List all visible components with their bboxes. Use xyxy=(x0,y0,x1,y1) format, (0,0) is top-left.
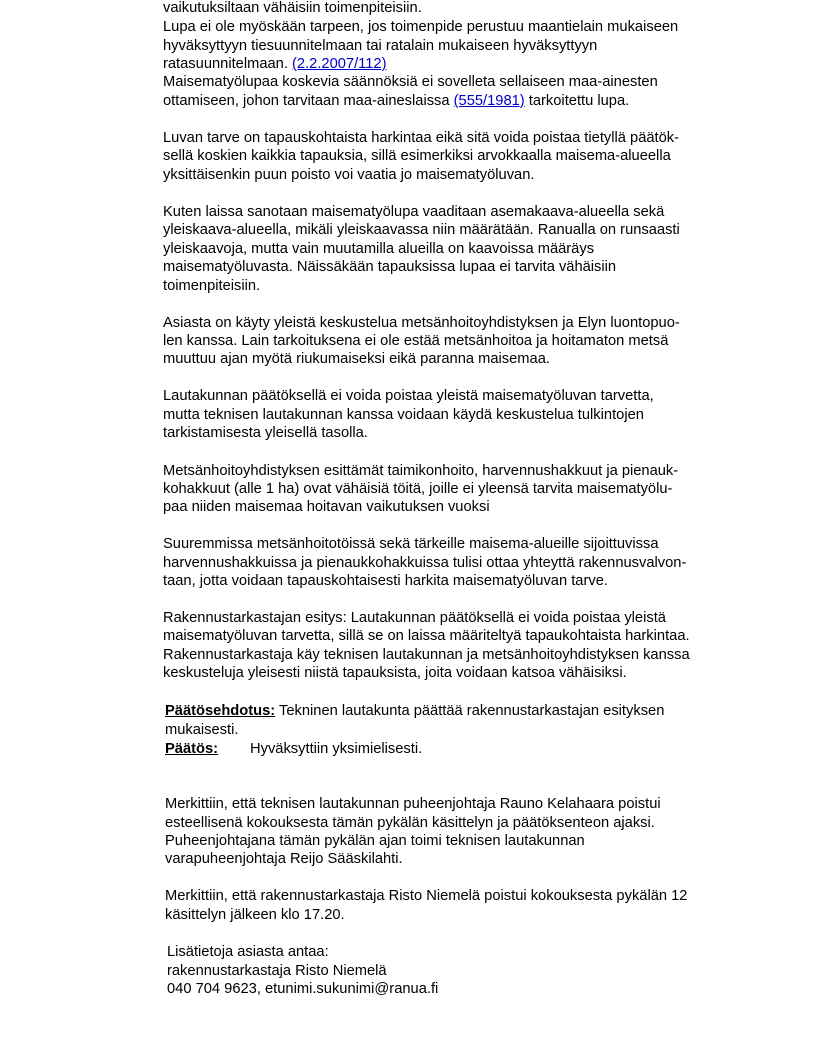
decision-label xyxy=(165,740,218,758)
decision-proposal-text: Tekninen lautakunta päättää rakennustarkastajan esityksen xyxy=(275,703,665,719)
p6-line: Suuremmissa metsänhoitotöissä sekä tärkeille maisema-alueille sijoittuvissa xyxy=(163,536,659,552)
p9-line: käsittelyn jälkeen klo 17.20. xyxy=(165,907,345,923)
p7-line: Rakennustarkastaja käy teknisen lautakunnan ja metsänhoitoyhdistyksen kanssa xyxy=(163,647,690,663)
decision-proposal xyxy=(165,702,664,720)
intro-line-3: hyväksyttyyn tiesuunnitelmaan tai ratalain mukaiseen hyväksyttyyn xyxy=(163,38,598,54)
p6-line: harvennushakkuissa ja pienaukkohakkuissa tulisi ottaa yhteyttä rakennusvalvon- xyxy=(163,555,687,571)
p1-line: Luvan tarve on tapauskohtaista harkintaa eikä sitä voida poistaa tietyllä päätök- xyxy=(163,130,680,146)
contact-line: rakennustarkastaja Risto Niemelä xyxy=(167,963,387,979)
p9-line: Merkittiin, että rakennustarkastaja Risto Niemelä poistui kokouksesta pykälän 12 xyxy=(165,888,688,904)
p5-line: paa niiden maisemaa hoitavan vaikutuksen vuoksi xyxy=(163,499,490,515)
p4-line: tarkistamisesta yleisellä tasolla. xyxy=(163,425,368,441)
p7-line: maisematyöluvan tarvetta, sillä se on laissa määriteltyä tapaukohtaista harkintaa. xyxy=(163,628,690,644)
p1-line: sellä koskien kaikkia tapauksia, sillä esimerkiksi arvokkaalla maisema-alueella xyxy=(163,148,671,164)
decision-proposal-cont: mukaisesti. xyxy=(165,722,239,738)
contact-line: Lisätietoja asiasta antaa: xyxy=(167,944,329,960)
intro-line-6-post: tarkoitettu lupa. xyxy=(524,93,630,109)
p8-line: esteellisenä kokouksesta tämän pykälän käsittelyn ja päätöksenteon ajaksi. xyxy=(165,815,655,831)
intro-line-6-pre: ottamiseen, johon tarvitaan maa-aineslaissa xyxy=(163,93,454,109)
law-reference-link-2007[interactable]: (2.2.2007/112) xyxy=(292,56,387,72)
p2-line: yleiskaavoja, mutta vain muutamilla alueilla on kaavoissa määräys xyxy=(163,241,595,257)
p6-line: taan, jotta voidaan tapauskohtaisesti harkita maisematyöluvan tarve. xyxy=(163,573,608,589)
intro-line-6 xyxy=(163,92,629,110)
p4-line: Lautakunnan päätöksellä ei voida poistaa yleistä maisematyöluvan tarvetta, xyxy=(163,388,654,404)
p1-line: yksittäisenkin puun poisto voi vaatia jo maisematyöluvan. xyxy=(163,167,535,183)
p3-line: len kanssa. Lain tarkoituksena ei ole estää metsänhoitoa ja hoitamaton metsä xyxy=(163,333,669,349)
p8-line: Puheenjohtajana tämän pykälän ajan toimi teknisen lautakunnan xyxy=(165,833,585,849)
intro-line-1: vaikutuksiltaan vähäisiin toimenpiteisiin. xyxy=(163,0,422,16)
intro-line-2: Lupa ei ole myöskään tarpeen, jos toimenpide perustuu maantielain mukaiseen xyxy=(163,19,679,35)
intro-line-5: Maisematyölupaa koskevia säännöksiä ei sovelleta sellaiseen maa-ainesten xyxy=(163,74,658,90)
decision-label-text: Päätös: xyxy=(165,741,219,757)
p5-line: kohakkuut (alle 1 ha) ovat vähäisiä töitä, joille ei yleensä tarvita maisematyölu- xyxy=(163,481,673,497)
p2-line: yleiskaava-alueella, mikäli yleiskaavassa niin määrätään. Ranualla on runsaasti xyxy=(163,222,680,238)
p2-line: Kuten laissa sanotaan maisematyölupa vaaditaan asemakaava-alueella sekä xyxy=(163,204,665,220)
p3-line: Asiasta on käyty yleistä keskustelua metsänhoitoyhdistyksen ja Elyn luontopuo- xyxy=(163,315,680,331)
p3-line: muuttuu ajan myötä riukumaiseksi eikä paranna maisemaa. xyxy=(163,351,550,367)
intro-line-4-text: ratasuunnitelmaan. xyxy=(163,56,293,72)
p2-line: maisematyöluvasta. Näissäkään tapauksissa lupaa ei tarvita vähäisiin xyxy=(163,259,617,275)
p7-line: Rakennustarkastajan esitys: Lautakunnan päätöksellä ei voida poistaa yleistä xyxy=(163,610,666,626)
contact-line: 040 704 9623, etunimi.sukunimi@ranua.fi xyxy=(167,981,439,997)
law-reference-link-1981[interactable]: (555/1981) xyxy=(453,93,525,109)
intro-line-4 xyxy=(163,55,386,73)
p8-line: Merkittiin, että teknisen lautakunnan puheenjohtaja Rauno Kelahaara poistui xyxy=(165,796,661,812)
p8-line: varapuheenjohtaja Reijo Sääskilahti. xyxy=(165,851,403,867)
p7-line: keskusteluja yleisesti niistä tapauksista, joita voidaan katsoa vähäisiksi. xyxy=(163,665,627,681)
p2-line: toimenpiteisiin. xyxy=(163,278,261,294)
p4-line: mutta teknisen lautakunnan kanssa voidaan käydä keskustelua tulkintojen xyxy=(163,407,644,423)
decision-text: Hyväksyttiin yksimielisesti. xyxy=(250,741,423,757)
p5-line: Metsänhoitoyhdistyksen esittämät taimikonhoito, harvennushakkuut ja pienauk- xyxy=(163,463,679,479)
decision-proposal-label: Päätösehdotus: xyxy=(165,703,276,719)
